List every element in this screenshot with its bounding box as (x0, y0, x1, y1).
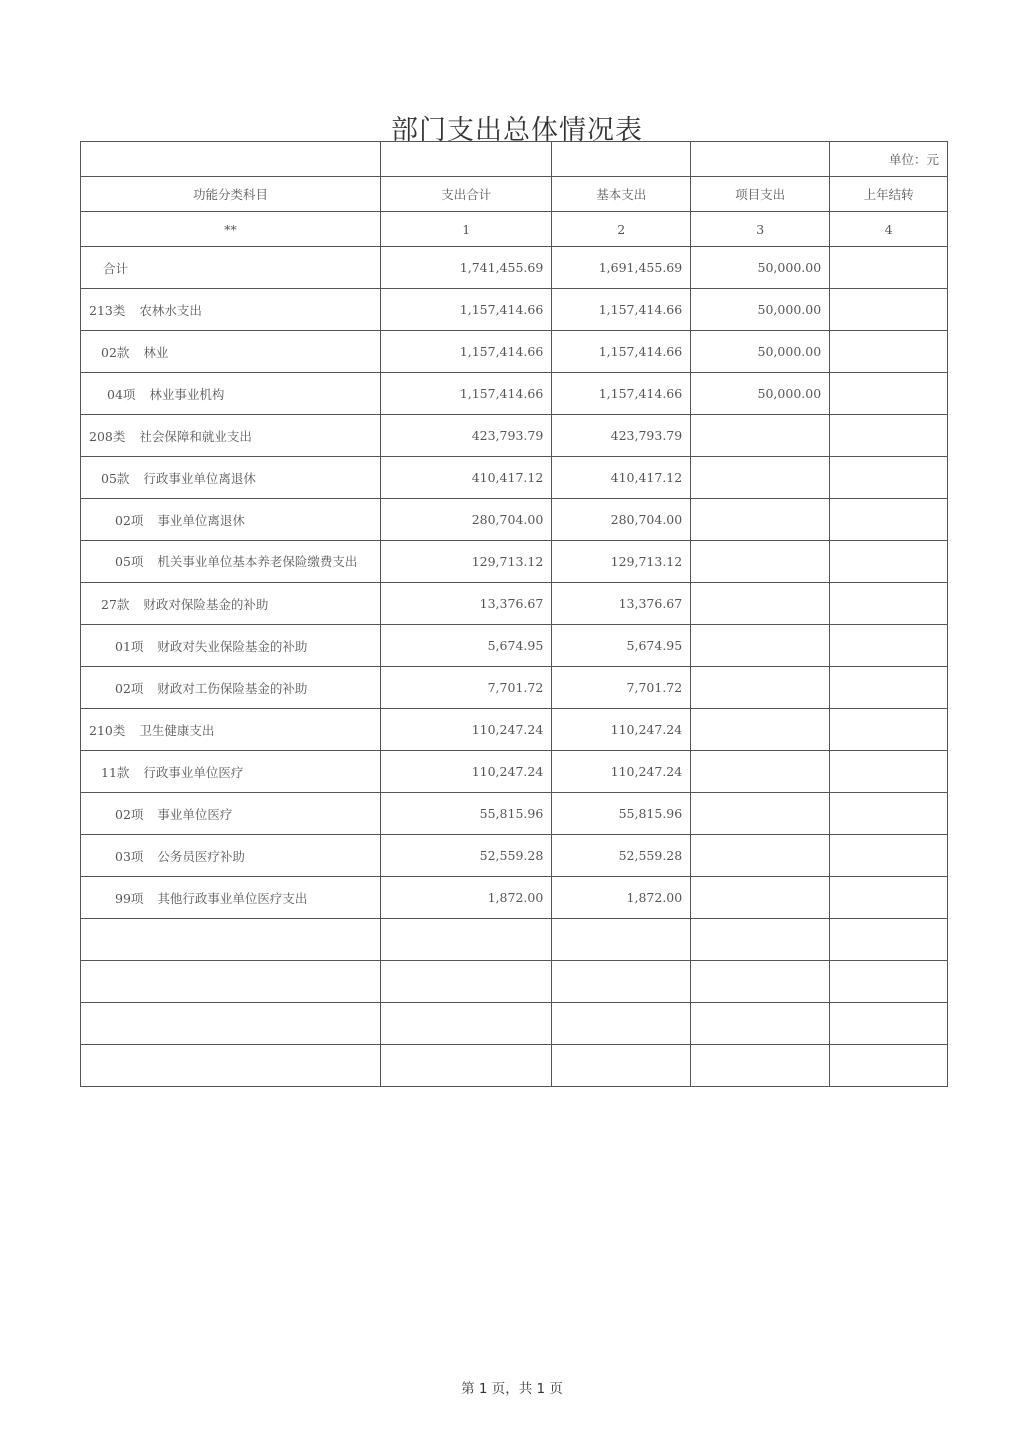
unit-label: 单位：元 (830, 142, 948, 177)
category-cell (81, 667, 381, 709)
carryover-cell (830, 709, 948, 751)
project-cell: 50,000.00 (691, 247, 830, 289)
total-cell: 110,247.24 (381, 709, 552, 751)
table-row (81, 625, 948, 667)
empty-cell (552, 1003, 691, 1045)
category-name: 社会保障和就业支出 (139, 428, 252, 444)
index-cell: ** (81, 212, 381, 247)
category-code: 01项 (115, 638, 144, 654)
category-cell (81, 247, 381, 289)
category-name: 公务员医疗补助 (157, 848, 245, 864)
total-cell: 110,247.24 (381, 751, 552, 793)
carryover-cell (830, 331, 948, 373)
category-code: 02项 (115, 680, 144, 696)
table-row (81, 331, 948, 373)
project-cell: 50,000.00 (691, 331, 830, 373)
category-cell (81, 835, 381, 877)
header-project: 项目支出 (691, 177, 830, 212)
category-name: 农林水支出 (139, 302, 202, 318)
category-cell (81, 415, 381, 457)
basic-cell: 5,674.95 (552, 625, 691, 667)
project-cell: 50,000.00 (691, 373, 830, 415)
index-row (81, 212, 948, 247)
basic-cell: 280,704.00 (552, 499, 691, 541)
category-name: 合计 (103, 260, 129, 276)
table-row (81, 247, 948, 289)
total-cell: 13,376.67 (381, 583, 552, 625)
empty-row (81, 961, 948, 1003)
category-name: 机关事业单位基本养老保险缴费支出 (157, 554, 358, 569)
empty-cell (691, 1045, 830, 1087)
table-row (81, 541, 948, 583)
empty-cell (552, 919, 691, 961)
category-name: 财政对工伤保险基金的补助 (157, 680, 308, 696)
empty-cell (81, 1045, 381, 1087)
table-row (81, 289, 948, 331)
category-cell (81, 289, 381, 331)
empty-cell (830, 1045, 948, 1087)
carryover-cell (830, 457, 948, 499)
total-cell: 129,713.12 (381, 541, 552, 583)
basic-cell: 52,559.28 (552, 835, 691, 877)
project-cell (691, 751, 830, 793)
table-row (81, 793, 948, 835)
total-cell: 5,674.95 (381, 625, 552, 667)
basic-cell: 1,691,455.69 (552, 247, 691, 289)
category-code: 02项 (115, 512, 144, 528)
category-code: 213类 (89, 302, 126, 318)
table-row (81, 835, 948, 877)
category-code: 02项 (115, 806, 144, 822)
category-cell (81, 625, 381, 667)
category-name: 事业单位医疗 (157, 806, 233, 822)
category-name: 林业 (143, 344, 169, 360)
empty-cell (552, 961, 691, 1003)
category-cell (81, 583, 381, 625)
table-row (81, 499, 948, 541)
empty-cell (81, 1003, 381, 1045)
basic-cell: 13,376.67 (552, 583, 691, 625)
project-cell (691, 709, 830, 751)
empty-cell (552, 1045, 691, 1087)
empty-cell (691, 1003, 830, 1045)
basic-cell: 1,157,414.66 (552, 373, 691, 415)
project-cell (691, 835, 830, 877)
carryover-cell (830, 541, 948, 583)
category-code: 27款 (101, 596, 130, 612)
category-name: 其他行政事业单位医疗支出 (157, 890, 308, 906)
index-cell: 2 (552, 212, 691, 247)
header-category: 功能分类科目 (81, 177, 381, 212)
carryover-cell (830, 625, 948, 667)
basic-cell: 1,157,414.66 (552, 289, 691, 331)
empty-cell (381, 1003, 552, 1045)
project-cell (691, 541, 830, 583)
category-code: 02款 (101, 344, 130, 360)
total-cell: 7,701.72 (381, 667, 552, 709)
total-cell: 1,157,414.66 (381, 373, 552, 415)
category-name: 卫生健康支出 (139, 722, 215, 738)
carryover-cell (830, 499, 948, 541)
category-cell (81, 751, 381, 793)
basic-cell: 7,701.72 (552, 667, 691, 709)
empty-cell (691, 961, 830, 1003)
category-code: 210类 (89, 722, 126, 738)
project-cell (691, 415, 830, 457)
basic-cell: 110,247.24 (552, 751, 691, 793)
carryover-cell (830, 247, 948, 289)
carryover-cell (830, 751, 948, 793)
carryover-cell (830, 415, 948, 457)
category-cell (81, 877, 381, 919)
table-row (81, 415, 948, 457)
category-cell (81, 331, 381, 373)
category-cell (81, 499, 381, 541)
header-total: 支出合计 (381, 177, 552, 212)
basic-cell: 1,872.00 (552, 877, 691, 919)
header-carryover: 上年结转 (830, 177, 948, 212)
empty-cell (830, 961, 948, 1003)
basic-cell: 423,793.79 (552, 415, 691, 457)
total-cell: 1,157,414.66 (381, 331, 552, 373)
project-cell (691, 583, 830, 625)
category-cell (81, 457, 381, 499)
basic-cell: 129,713.12 (552, 541, 691, 583)
basic-cell: 55,815.96 (552, 793, 691, 835)
empty-cell (381, 961, 552, 1003)
carryover-cell (830, 667, 948, 709)
carryover-cell (830, 835, 948, 877)
table-row (81, 457, 948, 499)
total-cell: 55,815.96 (381, 793, 552, 835)
table-row (81, 583, 948, 625)
total-cell: 410,417.12 (381, 457, 552, 499)
table-row (81, 667, 948, 709)
project-cell (691, 499, 830, 541)
table-row (81, 373, 948, 415)
table-row (81, 751, 948, 793)
project-cell (691, 793, 830, 835)
carryover-cell (830, 793, 948, 835)
category-code: 05项 (115, 554, 144, 569)
expenditure-table (80, 141, 948, 1087)
page-title: 部门支出总体情况表 (391, 115, 643, 146)
table-row (81, 709, 948, 751)
basic-cell: 110,247.24 (552, 709, 691, 751)
total-cell: 280,704.00 (381, 499, 552, 541)
total-cell: 1,741,455.69 (381, 247, 552, 289)
index-cell: 4 (830, 212, 948, 247)
header-basic: 基本支出 (552, 177, 691, 212)
unit-row (81, 142, 948, 177)
carryover-cell (830, 373, 948, 415)
project-cell (691, 457, 830, 499)
index-cell: 3 (691, 212, 830, 247)
total-cell: 1,872.00 (381, 877, 552, 919)
empty-cell (830, 919, 948, 961)
category-name: 行政事业单位医疗 (143, 764, 244, 780)
category-name: 行政事业单位离退休 (143, 470, 256, 486)
carryover-cell (830, 583, 948, 625)
category-cell (81, 709, 381, 751)
category-name: 财政对失业保险基金的补助 (157, 638, 308, 654)
total-cell: 423,793.79 (381, 415, 552, 457)
category-cell (81, 793, 381, 835)
category-cell (81, 373, 381, 415)
total-cell: 52,559.28 (381, 835, 552, 877)
empty-cell (691, 919, 830, 961)
index-cell: 1 (381, 212, 552, 247)
project-cell (691, 625, 830, 667)
empty-cell (381, 919, 552, 961)
empty-cell (381, 1045, 552, 1087)
category-name: 财政对保险基金的补助 (143, 596, 269, 612)
project-cell: 50,000.00 (691, 289, 830, 331)
carryover-cell (830, 877, 948, 919)
empty-cell (830, 1003, 948, 1045)
project-cell (691, 877, 830, 919)
empty-cell (81, 919, 381, 961)
table-row (81, 877, 948, 919)
category-cell (81, 541, 381, 583)
empty-row (81, 1003, 948, 1045)
category-code: 11款 (101, 764, 130, 780)
category-name: 林业事业机构 (149, 386, 225, 402)
category-name: 事业单位离退休 (157, 512, 245, 528)
project-cell (691, 667, 830, 709)
empty-cell (81, 961, 381, 1003)
empty-row (81, 919, 948, 961)
category-code: 208类 (89, 428, 126, 444)
page-footer: 第 1 页，共 1 页 (461, 1381, 563, 1397)
header-row (81, 177, 948, 212)
carryover-cell (830, 289, 948, 331)
empty-row (81, 1045, 948, 1087)
basic-cell: 410,417.12 (552, 457, 691, 499)
category-code: 05款 (101, 470, 130, 486)
total-cell: 1,157,414.66 (381, 289, 552, 331)
basic-cell: 1,157,414.66 (552, 331, 691, 373)
category-code: 03项 (115, 848, 144, 864)
category-code: 04项 (107, 386, 136, 402)
category-code: 99项 (115, 890, 144, 906)
